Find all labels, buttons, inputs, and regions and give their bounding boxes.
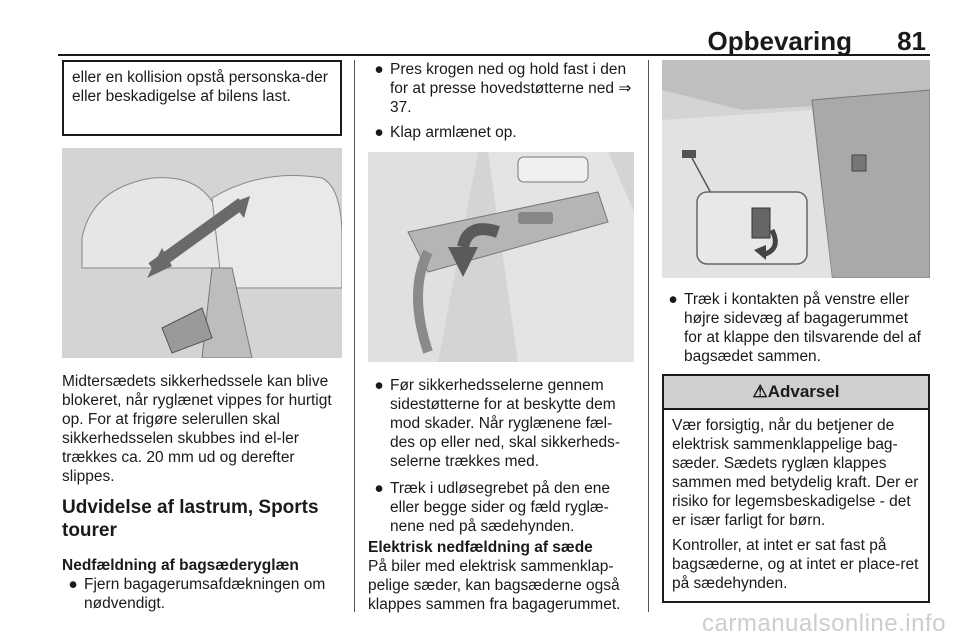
cargo-switch-illustration	[662, 60, 930, 278]
bullet-marker: ●	[374, 480, 384, 497]
figure-cargo-switch	[662, 60, 930, 278]
column-1	[62, 60, 342, 613]
subheading-electric-fold: Elektrisk nedfældning af sæde	[368, 539, 593, 556]
warning-body	[664, 410, 928, 601]
list-item	[368, 376, 634, 471]
header-rule	[58, 54, 930, 56]
list-item	[62, 575, 342, 613]
list-item	[368, 479, 634, 536]
bullet-text: Fjern bagagerumsafdækningen om nødvendigt.	[84, 576, 326, 612]
warning-header	[664, 376, 928, 410]
electric-fold-paragraph: På biler med elektrisk sammenklap-pelige sæder, kan bagsæderne også klappes sammen fra bagagerummet.	[368, 558, 621, 613]
column-divider-2	[648, 60, 649, 612]
bullet-text: Træk i udløsegrebet på den ene eller begge sider og fæld ryglæ-nene ned på sædehynden.	[390, 480, 610, 535]
bullet-marker: ●	[68, 576, 78, 593]
warning-title: Advarsel	[767, 382, 840, 401]
bullet-marker: ●	[374, 124, 384, 141]
page-number: 81	[897, 26, 926, 56]
list-item	[662, 290, 930, 366]
warning-box	[662, 374, 930, 603]
page-header	[58, 22, 930, 56]
list-item	[368, 123, 634, 142]
warning-icon: ⚠	[752, 382, 768, 401]
belt-release-paragraph: Midtersædets sikkerhedssele kan blive blokeret, når ryglænet vippes for hurtigt op. For at frigøre selerullen skal sikkerhedsselen skubbes ind el-ler trækkes ca. 20 mm ud og derefter slippes.	[62, 373, 332, 485]
section-title: Opbevaring	[707, 26, 852, 56]
column-divider-1	[354, 60, 355, 612]
subheading-fold-backrest: Nedfældning af bagsæderyglæn	[62, 557, 299, 574]
bullet-text: Pres krogen ned og hold fast i den for at presse hovedstøtterne ned ⇒ 37.	[390, 61, 632, 116]
warning-paragraph-1: Vær forsigtig, når du betjener de elektrisk sammenklappelige bag-sæder. Sædets ryglæn klappes sammen med betydelig kraft. Der er risiko for legemsbeskadigelse - det er især farligt for børn.	[672, 417, 919, 529]
warning-continuation-text: eller en kollision opstå personska-der eller beskadigelse af bilens last.	[72, 69, 328, 105]
figure-belt-release	[62, 148, 342, 358]
bullet-marker: ●	[374, 61, 384, 78]
column-3	[662, 60, 930, 603]
continued-warning-box	[62, 60, 342, 136]
bullet-text: Træk i kontakten på venstre eller højre sidevæg af bagagerummet for at klappe den tilsvarende del af bagsædet sammen.	[684, 291, 921, 365]
section-heading: Udvidelse af lastrum, Sports tourer	[62, 497, 319, 541]
list-item	[368, 60, 634, 117]
bullet-marker: ●	[374, 377, 384, 394]
bullet-marker: ●	[668, 291, 678, 308]
watermark: carmanualsonline.info	[702, 610, 946, 637]
bullet-text: Før sikkerhedsselerne gennem sidestøtterne for at beskytte dem mod skader. Når ryglænene fæl-des op eller ned, skal sikkerheds-selerne trækkes med.	[390, 377, 621, 470]
column-2	[368, 60, 634, 614]
figure-armrest	[368, 152, 634, 362]
belt-illustration	[62, 148, 342, 358]
armrest-illustration	[368, 152, 634, 362]
warning-paragraph-2: Kontroller, at intet er sat fast på bagsæderne, og at intet er place-ret på sædehynden.	[672, 537, 919, 592]
bullet-text: Klap armlænet op.	[390, 124, 517, 141]
